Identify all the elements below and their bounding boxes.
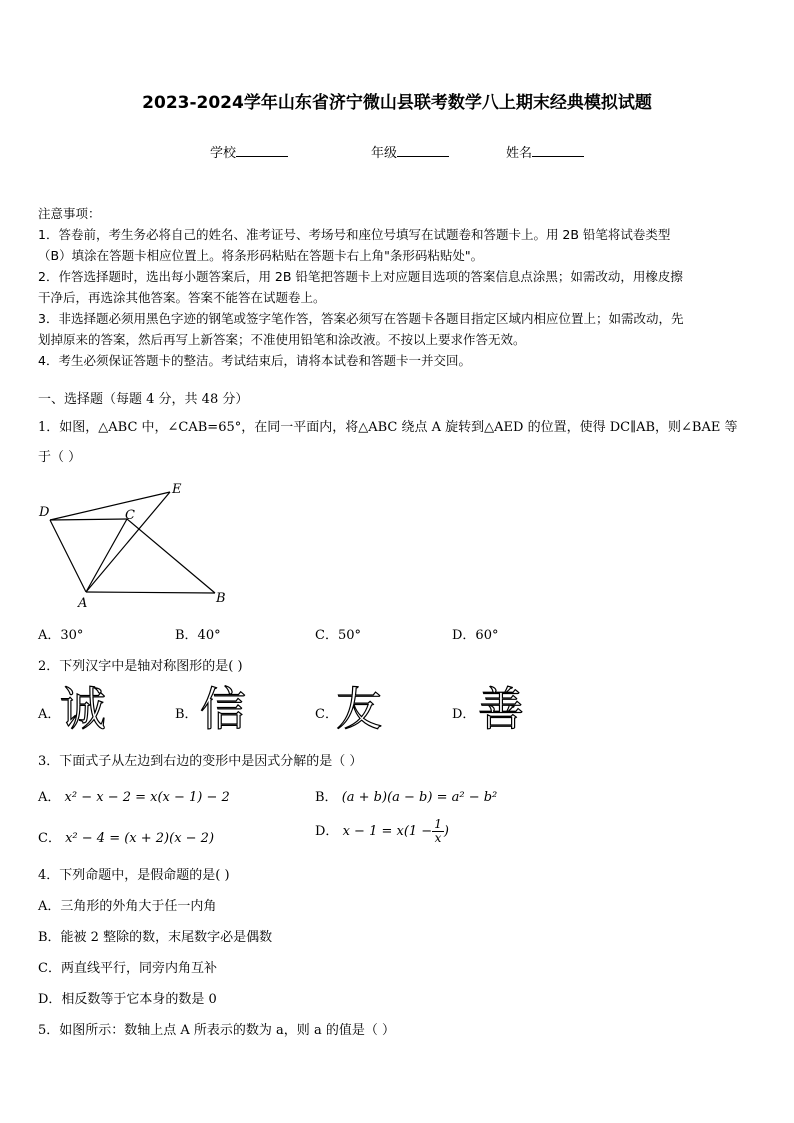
q1-stem-line2: 于（ ） xyxy=(38,450,82,465)
label-A: A xyxy=(78,596,88,611)
q3-option-d-close: ) xyxy=(443,824,449,839)
label-D: D xyxy=(39,505,50,520)
q3-option-a-letter: A． xyxy=(38,790,61,805)
line-AB xyxy=(86,592,215,593)
name-field[interactable] xyxy=(506,142,584,161)
notes-line: 2．作答选择题时，选出每小题答案后，用 2B 铅笔把答题卡上对应题目选项的答案信息点涂黑；如需改动，用橡皮擦 xyxy=(38,269,683,284)
q3-option-d-fraction xyxy=(432,818,444,845)
q2-stem: 2．下列汉字中是轴对称图形的是( ) xyxy=(38,659,243,674)
q3-option-b[interactable] xyxy=(315,786,497,805)
q3-option-b-letter: B． xyxy=(315,790,338,805)
fraction-numerator: 1 xyxy=(434,817,442,831)
grade-field[interactable] xyxy=(371,142,449,161)
q1-triangle-figure xyxy=(30,476,240,614)
notes-heading: 注意事项： xyxy=(38,206,101,221)
q2-option-a-letter[interactable]: A． xyxy=(38,707,61,722)
q3-option-d[interactable] xyxy=(315,818,449,845)
notes-line: 干净后，再选涂其他答案。答案不能答在试题卷上。 xyxy=(38,290,326,305)
label-E: E xyxy=(172,482,182,497)
q2-option-c-letter[interactable]: C． xyxy=(315,707,338,722)
notes-line: （B）填涂在答题卡相应位置上。将条形码粘贴在答题卡右上角"条形码粘贴处"。 xyxy=(38,248,484,263)
line-DC xyxy=(50,519,127,520)
notes-line: 划掉原来的答案，然后再写上新答案；不准使用铅笔和涂改液。不按以上要求作答无效。 xyxy=(38,332,526,347)
q3-stem: 3．下面式子从左边到右边的变形中是因式分解的是（ ） xyxy=(38,754,363,769)
school-field[interactable] xyxy=(210,142,288,161)
page-title: 2023-2024学年山东省济宁微山县联考数学八上期末经典模拟试题 xyxy=(142,93,652,113)
q1-option-a[interactable]: A．30° xyxy=(38,628,84,643)
q3-option-c[interactable] xyxy=(38,827,214,846)
q3-option-b-expr: (a + b)(a − b) = a² − b² xyxy=(341,790,498,805)
q1-option-b[interactable]: B．40° xyxy=(175,628,221,643)
q3-option-a-expr: x² − x − 2 = x(x − 1) − 2 xyxy=(64,790,230,805)
label-B: B xyxy=(216,591,226,606)
line-CB xyxy=(127,519,215,593)
q1-option-d[interactable]: D．60° xyxy=(452,628,499,643)
q4-option-a[interactable]: A．三角形的外角大于任一内角 xyxy=(38,899,217,914)
grade-label: 年级 xyxy=(371,146,398,161)
name-blank[interactable] xyxy=(532,144,584,157)
q2-char-xin: 信 xyxy=(200,682,246,736)
line-CA xyxy=(86,519,127,592)
q3-option-a[interactable] xyxy=(38,786,230,805)
label-C: C xyxy=(125,508,135,523)
line-EA xyxy=(86,492,170,592)
grade-blank[interactable] xyxy=(397,144,449,157)
q2-char-shan: 善 xyxy=(478,682,524,736)
fraction-denominator: x xyxy=(434,831,442,845)
q4-option-b[interactable]: B．能被 2 整除的数，末尾数字必是偶数 xyxy=(38,930,273,945)
notes-block xyxy=(38,203,758,371)
q3-option-c-letter: C． xyxy=(38,831,61,846)
q4-stem: 4．下列命题中，是假命题的是( ) xyxy=(38,868,230,883)
q3-option-d-letter: D． xyxy=(315,824,339,839)
line-DA xyxy=(50,520,86,592)
q2-option-b-letter[interactable]: B． xyxy=(175,707,198,722)
q3-option-d-expr: x − 1 = x(1 − xyxy=(342,824,433,839)
q4-option-d[interactable]: D．相反数等于它本身的数是 0 xyxy=(38,992,217,1007)
notes-line: 1．答卷前，考生务必将自己的姓名、准考证号、考场号和座位号填写在试题卷和答题卡上。用 2B 铅笔将试卷类型 xyxy=(38,227,671,242)
notes-line: 4．考生必须保证答题卡的整洁。考试结束后，请将本试卷和答题卡一并交回。 xyxy=(38,353,471,368)
q2-char-you: 友 xyxy=(336,682,382,736)
q2-option-d-letter[interactable]: D． xyxy=(452,707,476,722)
q1-option-c[interactable]: C．50° xyxy=(315,628,361,643)
q5-stem: 5．如图所示：数轴上点 A 所表示的数为 a，则 a 的值是（ ） xyxy=(38,1023,395,1038)
q2-char-cheng: 诚 xyxy=(60,682,106,736)
notes-line: 3．非选择题必须用黑色字迹的钢笔或签字笔作答，答案必须写在答题卡各题目指定区域内相应位置上；如需改动，先 xyxy=(38,311,684,326)
school-label: 学校 xyxy=(210,146,237,161)
q1-stem-line1: 1．如图，△ABC 中，∠CAB=65°，在同一平面内，将△ABC 绕点 A 旋转到△AED 的位置，使得 DC∥AB，则∠BAE 等 xyxy=(38,420,738,435)
name-label: 姓名 xyxy=(506,146,533,161)
school-blank[interactable] xyxy=(236,144,288,157)
q4-option-c[interactable]: C．两直线平行，同旁内角互补 xyxy=(38,961,217,976)
line-DE xyxy=(50,492,170,520)
q3-option-c-expr: x² − 4 = (x + 2)(x − 2) xyxy=(65,831,215,846)
section-heading: 一、选择题（每题 4 分，共 48 分） xyxy=(38,392,249,407)
